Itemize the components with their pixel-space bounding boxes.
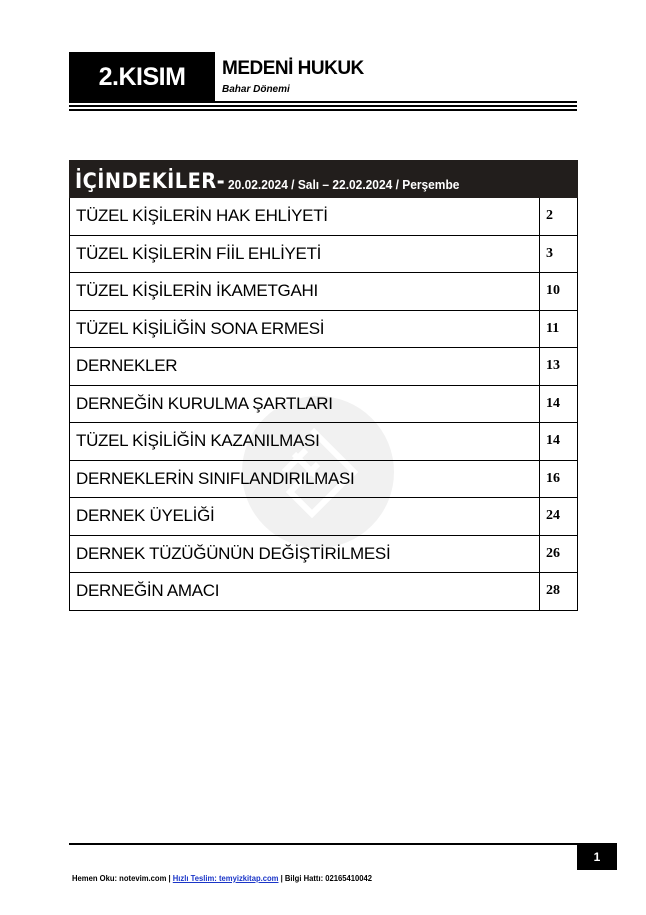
- footer-info: [72, 873, 372, 883]
- toc-entry-page: 13: [546, 358, 560, 374]
- table-of-contents: [69, 160, 578, 611]
- section-label-box: [69, 52, 215, 102]
- toc-entry-title: DERNEK ÜYELİĞİ: [70, 498, 540, 535]
- toc-entry-page: 26: [546, 545, 560, 561]
- toc-row[interactable]: [70, 273, 577, 311]
- toc-entry-title: TÜZEL KİŞİLERİN FİİL EHLİYETİ: [70, 236, 540, 273]
- toc-row[interactable]: [70, 461, 577, 499]
- footer-delivery-link[interactable]: Hızlı Teslim: temyizkitap.com: [172, 873, 279, 883]
- toc-entry-title: TÜZEL KİŞİLERİN İKAMETGAHI: [70, 273, 540, 310]
- toc-row[interactable]: [70, 311, 577, 349]
- toc-entry-title: DERNEKLER: [70, 348, 540, 385]
- semester-label: Bahar Dönemi: [222, 84, 290, 95]
- toc-row[interactable]: [70, 386, 577, 424]
- toc-entry-title: DERNEKLERİN SINIFLANDIRILMASI: [70, 461, 540, 498]
- toc-header: [69, 160, 578, 198]
- toc-entry-page: 14: [546, 395, 560, 411]
- toc-row[interactable]: [70, 536, 577, 574]
- toc-entry-page: 2: [546, 208, 553, 224]
- toc-title: İÇİNDEKİLER-: [75, 169, 226, 193]
- toc-entry-page: 24: [546, 508, 560, 524]
- footer-separator: |: [278, 873, 285, 883]
- toc-row[interactable]: [70, 348, 577, 386]
- toc-entry-page: 3: [546, 245, 553, 261]
- toc-row[interactable]: [70, 573, 577, 611]
- toc-entry-title: TÜZEL KİŞİLİĞİN KAZANILMASI: [70, 423, 540, 460]
- page-number-box: [577, 843, 617, 870]
- toc-entry-page: 14: [546, 433, 560, 449]
- toc-date-range: 20.02.2024 / Salı – 22.02.2024 / Perşembe: [228, 177, 460, 192]
- page-number: 1: [593, 849, 601, 864]
- toc-row[interactable]: [70, 236, 577, 274]
- toc-entry-page: 16: [546, 470, 560, 486]
- footer-divider: [69, 843, 577, 845]
- toc-row[interactable]: [70, 498, 577, 536]
- section-label: 2.KISIM: [98, 62, 186, 91]
- toc-entry-title: DERNEĞİN AMACI: [70, 573, 540, 610]
- footer-hotline: Bilgi Hattı: 02165410042: [284, 873, 373, 883]
- toc-entry-page: 28: [546, 583, 560, 599]
- course-title: MEDENİ HUKUK: [222, 58, 364, 79]
- toc-entry-page: 11: [546, 320, 560, 336]
- toc-row[interactable]: [70, 198, 577, 236]
- toc-rows: [69, 198, 578, 611]
- toc-entry-page: 10: [546, 283, 560, 299]
- footer-read-link[interactable]: Hemen Oku: notevim.com: [72, 873, 167, 883]
- toc-entry-title: TÜZEL KİŞİLİĞİN SONA ERMESİ: [70, 311, 540, 348]
- footer-separator: |: [166, 873, 173, 883]
- toc-entry-title: DERNEK TÜZÜĞÜNÜN DEĞİŞTİRİLMESİ: [70, 536, 540, 573]
- header-divider: [69, 101, 577, 111]
- toc-entry-title: TÜZEL KİŞİLERİN HAK EHLİYETİ: [70, 198, 540, 235]
- toc-row[interactable]: [70, 423, 577, 461]
- toc-entry-title: DERNEĞİN KURULMA ŞARTLARI: [70, 386, 540, 423]
